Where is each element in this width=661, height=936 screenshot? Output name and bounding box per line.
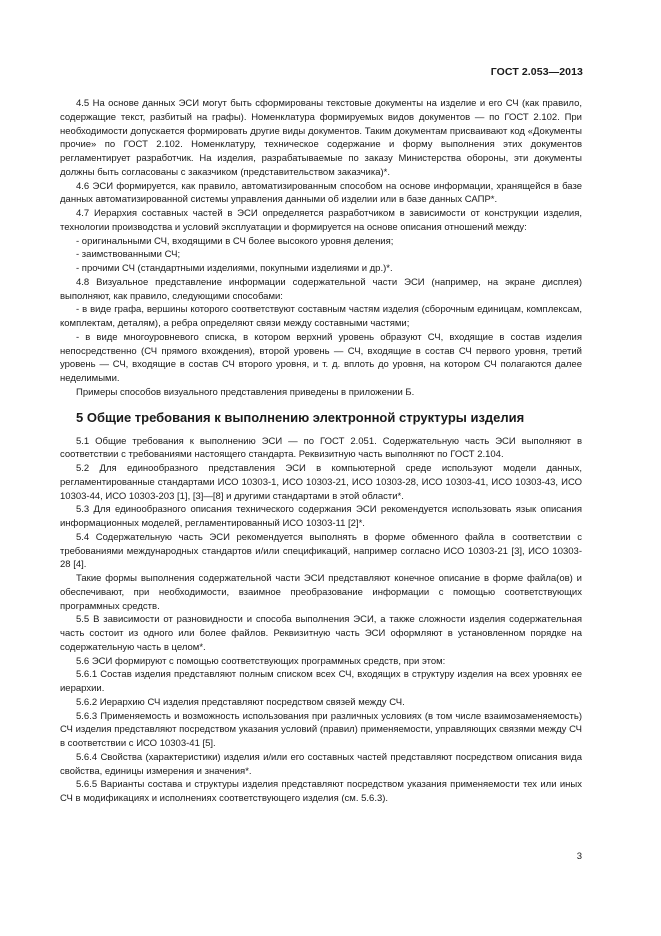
list-item: - в виде графа, вершины которого соответствуют составным частям изделия (сборочным единицам, комплексам, комплектам, деталям), а ребра определяют связи между составными частями; bbox=[60, 304, 582, 329]
paragraph-5-2: 5.2 Для единообразного представления ЭСИ в компьютерной среде используют модели данных, регламентированные стандартами ИСО 10303-1, ИСО 10303-21, ИСО 10303-28, ИСО 10303-41, ИСО 10303-43, ИСО 10303-44, ИСО 10303-203 [1], [3]—[8] и другими стандартами в этой области*. bbox=[60, 463, 582, 502]
paragraph-4-8: 4.8 Визуальное представление информации содержательной части ЭСИ (например, на экране дисплея) выполняют, как правило, следующими способами: bbox=[60, 276, 582, 302]
paragraph-5-6-5: 5.6.5 Варианты состава и структуры изделия представляют посредством указания применяемости тех или иных СЧ в модификациях и исполнениях соответствующего изделия (см. 5.6.3). bbox=[60, 779, 582, 804]
paragraph-5-6-2: 5.6.2 Иерархию СЧ изделия представляют посредством связей между СЧ. bbox=[76, 696, 405, 708]
paragraph-5-5: 5.5 В зависимости от разновидности и способа выполнения ЭСИ, а также сложности изделия содержательная часть состоит из одного или более файлов. Реквизитную часть ЭСИ оформляют в установленном порядке на содержательную часть в целом*. bbox=[60, 614, 582, 653]
page-number: 3 bbox=[576, 851, 582, 862]
list-item: - оригинальными СЧ, входящими в СЧ более высокого уровня деления; bbox=[76, 235, 394, 247]
list-item: - прочими СЧ (стандартными изделиями, покупными изделиями и др.)*. bbox=[76, 263, 393, 274]
page-body bbox=[60, 97, 582, 806]
examples-note: Примеры способов визуального представления приведены в приложении Б. bbox=[76, 386, 415, 398]
paragraph-5-6-4: 5.6.4 Свойства (характеристики) изделия и/или его составных частей представляют посредством описания вида свойства, единицы измерения и значения*. bbox=[60, 751, 582, 777]
paragraph-4-5: 4.5 На основе данных ЭСИ могут быть сформированы текстовые документы на изделие и его СЧ (как правило, содержащие текст, разбитый на графы). Номенклатура формируемых видов документов — по ГОСТ 2.102. При необходимости допускается формировать другие виды документов. Таким документам присваивают код «Документы прочие» по ГОСТ 2.102. Номенклатуру, техническое содержание и форму выполнения этих документов регламентирует разработчик. На изделия, разрабатываемые по заказу Министерства обороны, эти документы должны быть согласованы с заказчиком (представительством заказчика)*. bbox=[60, 98, 582, 178]
document-header: ГОСТ 2.053—2013 bbox=[490, 66, 583, 78]
paragraph-5-4: 5.4 Содержательную часть ЭСИ рекомендуется выполнять в форме обменного файла в соответствии с требованиями международных стандартов и/или спецификаций, например согласно ИСО 10303-21 [3], ИСО 10303-28 [4]. bbox=[60, 531, 582, 571]
paragraph-5-6-3: 5.6.3 Применяемость и возможность использования при различных условиях (в том числе взаимозаменяемость) СЧ изделия представляют посредством указания условий (правил) применяемости, управляющих связями между СЧ в соответствии с ИСО 10303-41 [5]. bbox=[60, 710, 582, 749]
paragraph-5-4-note: Такие формы выполнения содержательной части ЭСИ представляют конечное описание в форме файла(ов) и обеспечивают, при необходимости, взаимное преобразование информации с помощью соответствующих программных средств. bbox=[60, 573, 582, 612]
paragraph-5-6-1: 5.6.1 Состав изделия представляют полным списком всех СЧ, входящих в структуру изделия на всех уровнях ее иерархии. bbox=[60, 669, 582, 694]
section-5-heading: 5 Общие требования к выполнению электронной структуры изделия bbox=[76, 409, 525, 425]
paragraph-5-1: 5.1 Общие требования к выполнению ЭСИ — по ГОСТ 2.051. Содержательную часть ЭСИ выполняют в соответствии с требованиями настоящего стандарта. Реквизитную часть выполняют по ГОСТ 2.104. bbox=[60, 435, 582, 461]
paragraph-5-6: 5.6 ЭСИ формируют с помощью соответствующих программных средств, при этом: bbox=[76, 655, 446, 667]
paragraph-5-3: 5.3 Для единообразного описания технического содержания ЭСИ рекомендуется использовать язык описания информационных моделей, регламентированный ИСО 10303-11 [2]*. bbox=[60, 504, 582, 529]
paragraph-4-6: 4.6 ЭСИ формируется, как правило, автоматизированным способом на основе информации, хранящейся в базе данных автоматизированной системы управления данными об изделии или в базе данных САПР*. bbox=[60, 180, 582, 206]
paragraph-4-7: 4.7 Иерархия составных частей в ЭСИ определяется разработчиком в зависимости от конструкции изделия, технологии производства и условий эксплуатации и формируется на основе описания отношений между: bbox=[60, 208, 582, 233]
list-item: - в виде многоуровневого списка, в котором верхний уровень образуют СЧ, входящие в состав изделия непосредственно (СЧ прямого вхождения), второй уровень — СЧ, входящие в состав СЧ первого уровня, третий уровень — СЧ, входящие в состав СЧ второго уровня, и т. д. вплоть до уровня, на котором СЧ полагаются далее неделимыми. bbox=[60, 331, 582, 384]
list-item: - заимствованными СЧ; bbox=[76, 249, 181, 261]
